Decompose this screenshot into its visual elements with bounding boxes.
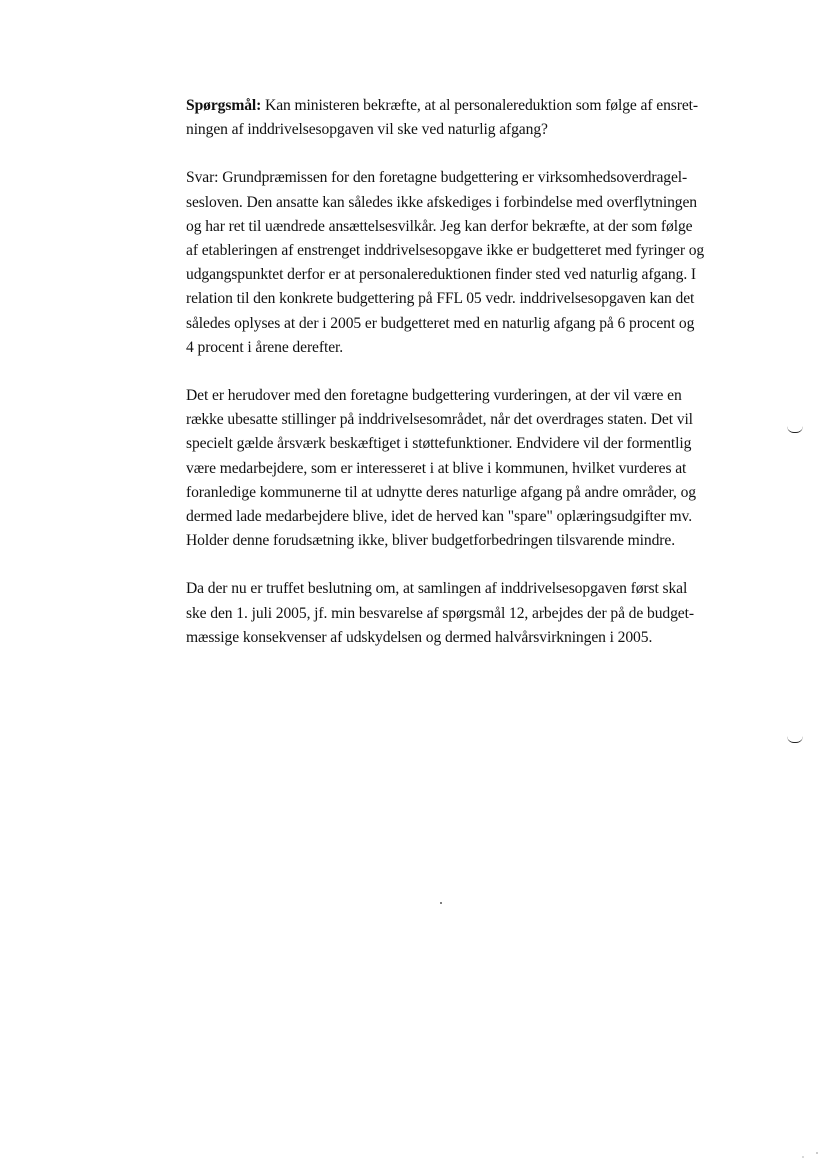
question-text-line: Kan ministeren bekræfte, at al personalereduktion som følge af ensret- [261,97,698,114]
answer-text-line: 4 procent i årene derefter. [186,338,344,356]
answer-text-line: af etableringen af enstrenget inddrivelsesopgave ikke er budgetteret med fyringer og [186,242,705,260]
answer-text-line: udgangspunktet derfor er at personalereduktionen finder sted ved naturlig afgang. I [186,266,697,284]
question-line-1 [186,94,746,118]
paragraph-2-line: være medarbejdere, som er interesseret i at blive i kommunen, hvilket vurderes at [186,459,687,477]
answer-text-line: og har ret til uændrede ansættelsesvilkår. Jeg kan derfor bekræfte, at der som følge [186,217,693,235]
scan-speck [816,1152,818,1154]
scan-margin-mark [787,736,803,743]
paragraph-2-line: foranledige kommunerne til at udnytte deres naturlige afgang på andre områder, og [186,483,697,501]
paragraph-3-line: mæssige konsekvenser af udskydelsen og dermed halvårsvirkningen i 2005. [186,628,653,646]
answer-text-line: således oplyses at der i 2005 er budgetteret med en naturlig afgang på 6 procent og [186,314,695,332]
document-body [186,94,746,674]
answer-text-line: relation til den konkrete budgettering på FFL 05 vedr. inddrivelsesopgaven kan det [186,290,695,308]
paragraph-2-line: række ubesatte stillinger på inddrivelsesområdet, når det overdrages staten. Det vil [186,411,693,429]
paragraph-2-line: Det er herudover med den foretagne budgettering vurderingen, at der vil være en [186,387,682,405]
answer-label: Svar: [186,169,219,187]
paragraph-2-line: specielt gælde årsværk beskæftiget i støttefunktioner. Endvidere vil der formentlig [186,435,692,453]
answer-paragraph-2 [186,384,746,553]
paragraph-2-line: Holder denne forudsætning ikke, bliver budgetforbedringen tilsvarende mindre. [186,532,676,550]
answer-line-1 [186,166,746,190]
paragraph-2-line: dermed lade medarbejdere blive, idet de herved kan "spare" oplæringsudgifter mv. [186,508,693,526]
question-text-line: ningen af inddrivelsesopgaven vil ske ved naturlig afgang? [186,121,548,139]
question-label: Spørgsmål: [186,97,262,114]
question-paragraph [186,94,746,142]
paragraph-3-line: ske den 1. juli 2005, jf. min besvarelse af spørgsmål 12, arbejdes der på de budget- [186,604,694,622]
answer-text-line: sesloven. Den ansatte kan således ikke afskediges i forbindelse med overflytningen [186,193,698,211]
paragraph-3-line: Da der nu er truffet beslutning om, at samlingen af inddrivelsesopgaven først skal [186,580,688,598]
scan-speck [440,902,442,904]
scan-speck [802,1156,804,1158]
scan-margin-mark [787,426,803,433]
answer-paragraph-3 [186,577,746,650]
answer-paragraph [186,166,746,360]
answer-text-line: Grundpræmissen for den foretagne budgettering er virksomhedsoverdragel- [218,169,688,187]
